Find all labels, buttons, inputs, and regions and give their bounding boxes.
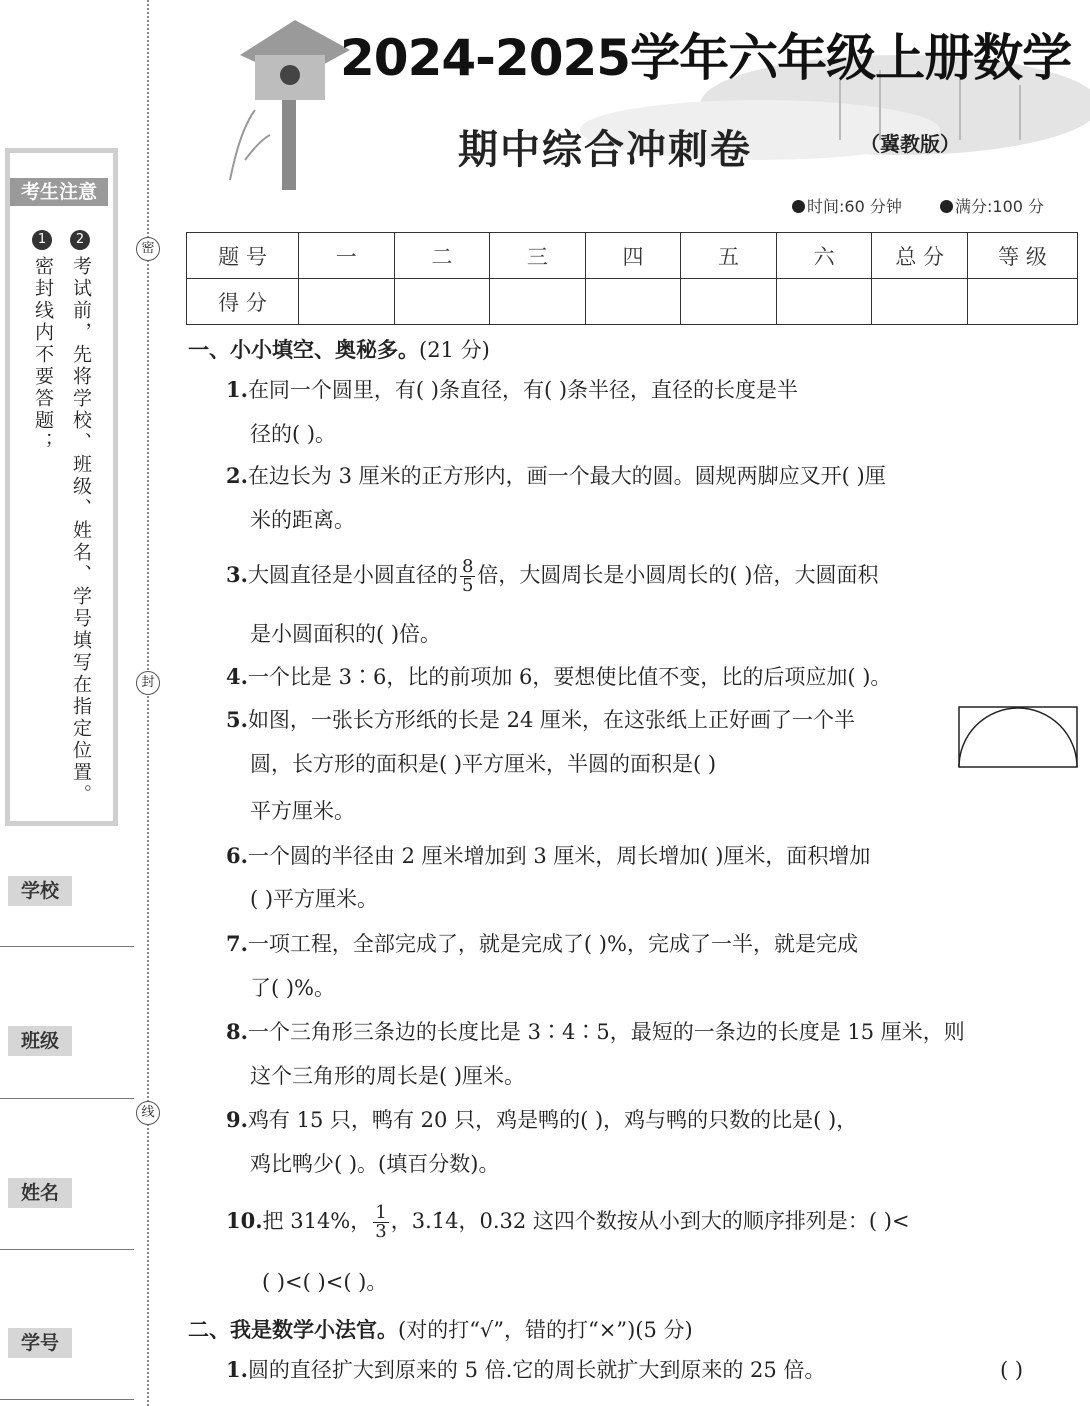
question-number: 8.: [226, 1019, 248, 1044]
seal-char-xian: 线: [136, 1101, 160, 1125]
question-number: 1.: [226, 1357, 248, 1382]
question-number: 7.: [226, 931, 248, 956]
table-cell: 三: [490, 233, 586, 279]
notice-box: [5, 148, 118, 826]
notice-title: 考生注意: [10, 178, 108, 206]
score-table: [186, 232, 1078, 325]
table-row: [187, 233, 1078, 279]
question-6-cont: ( )平方厘米。: [250, 887, 379, 911]
question-text: 一个比是 3∶6，比的前项加 6，要想使比值不变，比的后项应加( )。: [247, 665, 892, 689]
score-cell[interactable]: [872, 279, 968, 325]
section-title-text: 二、我是数学小法官。: [188, 1317, 398, 1342]
question-number: 5.: [226, 707, 248, 732]
fraction: [373, 1204, 388, 1241]
score-cell[interactable]: [490, 279, 586, 325]
name-field[interactable]: [0, 1249, 134, 1250]
table-row: [187, 279, 1078, 325]
question-text: 鸡有 15 只，鸭有 20 只，鸡是鸭的( )，鸡与鸭的只数的比是( )，: [247, 1108, 858, 1132]
question-7-cont: 了( )%。: [250, 976, 336, 1000]
question-3: [226, 552, 878, 598]
denominator: 3: [375, 1221, 387, 1242]
notice-item-2: [70, 228, 92, 816]
question-text: 一个三角形三条边的长度比是 3∶4∶5，最短的一条边的长度是 15 厘米，则: [247, 1020, 965, 1044]
question-1: [226, 376, 798, 404]
table-cell: 总 分: [872, 233, 968, 279]
question-2: [226, 462, 886, 490]
notice-item-1: [32, 228, 54, 454]
table-cell: 得 分: [187, 279, 299, 325]
clock-icon: [792, 200, 805, 213]
question-text: 倍，大圆周长是小圆周长的( )倍，大圆面积: [477, 563, 879, 587]
question-8: [226, 1018, 965, 1046]
section-1-title: [188, 334, 490, 364]
question-text: ，3.1̇4̇，0.32 这四个数按从小到大的顺序排列是：( )<: [390, 1209, 910, 1233]
time-text: 时间:60 分钟: [807, 197, 902, 216]
question-8-cont: 这个三角形的周长是( )厘米。: [250, 1064, 526, 1088]
table-cell: 题 号: [187, 233, 299, 279]
section-rule: (对的打“√”，错的打“×”)(5 分): [398, 1318, 693, 1342]
score-cell[interactable]: [585, 279, 681, 325]
table-cell: 四: [585, 233, 681, 279]
question-10: [226, 1198, 910, 1244]
question-number: 10.: [226, 1208, 263, 1233]
question-number: 6.: [226, 843, 248, 868]
score-info: [940, 194, 1044, 217]
question-number: 4.: [226, 664, 248, 689]
student-id-label: 学号: [8, 1328, 72, 1358]
page-title: 2024-2025学年六年级上册数学: [340, 29, 1072, 87]
question-6: [226, 842, 870, 870]
question-9-cont: 鸡比鸭少( )。(填百分数)。: [250, 1152, 500, 1176]
question-text: 大圆直径是小圆直径的: [247, 563, 458, 587]
score-cell[interactable]: [968, 279, 1078, 325]
question-text: 把 314%，: [262, 1209, 372, 1233]
question-text: 一项工程，全部完成了，就是完成了( )%，完成了一半，就是完成: [247, 932, 858, 956]
question-text: 在同一个圆里，有( )条直径，有( )条半径，直径的长度是半: [247, 378, 799, 402]
numerator: 1: [375, 1202, 387, 1223]
question-2-cont: 米的距离。: [250, 508, 355, 532]
seal-char-feng: 封: [136, 671, 160, 695]
time-info: [792, 194, 902, 217]
question-9: [226, 1106, 857, 1134]
number-2-icon: 2: [70, 230, 90, 250]
question-3-cont: 是小圆面积的( )倍。: [250, 622, 442, 646]
table-cell: 六: [776, 233, 872, 279]
section-2-title: [188, 1314, 693, 1344]
number-1-icon: 1: [32, 230, 52, 250]
question-number: 2.: [226, 463, 248, 488]
seal-char-mi: 密: [136, 237, 160, 261]
question-number: 1.: [226, 377, 248, 402]
question-5-cont: 圆，长方形的面积是( )平方厘米，半圆的面积是( ): [250, 752, 717, 776]
name-label: 姓名: [8, 1178, 72, 1208]
question-number: 9.: [226, 1107, 248, 1132]
question-text: 一个圆的半径由 2 厘米增加到 3 厘米，周长增加( )厘米，面积增加: [247, 844, 871, 868]
score-cell[interactable]: [776, 279, 872, 325]
notice-item-text: 密封线内不要答题；: [32, 256, 54, 454]
school-label: 学校: [8, 876, 72, 906]
numerator: 8: [461, 556, 474, 577]
answer-bracket[interactable]: ( ): [1000, 1358, 1024, 1382]
table-cell: 五: [681, 233, 777, 279]
question-number: 3.: [226, 562, 248, 587]
student-id-field[interactable]: [0, 1399, 134, 1400]
fraction: [460, 558, 475, 595]
score-cell[interactable]: [394, 279, 490, 325]
question-7: [226, 930, 858, 958]
table-cell: 二: [394, 233, 490, 279]
question-10-cont: ( )<( )<( )。: [262, 1270, 388, 1294]
semicircle-figure: [958, 706, 1078, 768]
table-cell: 一: [299, 233, 395, 279]
question-5-cont: 平方厘米。: [250, 799, 355, 823]
school-field[interactable]: [0, 946, 134, 947]
birdhouse-icon: [230, 20, 350, 190]
section-title-text: 一、小小填空、奥秘多。: [188, 337, 419, 362]
class-label: 班级: [8, 1026, 72, 1056]
class-field[interactable]: [0, 1098, 134, 1099]
seal-line: [147, 0, 149, 1406]
question-text: 如图，一张长方形纸的长是 24 厘米，在这张纸上正好画了一个半: [247, 708, 856, 732]
question-5: [226, 706, 855, 734]
notice-item-text: 考试前，先将学校、班级、姓名、学号填写在指定位置。: [70, 256, 92, 806]
full-score-text: 满分:100 分: [955, 197, 1045, 216]
question-1-cont: 径的( )。: [250, 422, 337, 446]
judge-question-1: [226, 1356, 825, 1384]
table-cell: 等 级: [968, 233, 1078, 279]
denominator: 5: [461, 575, 474, 596]
question-text: 在边长为 3 厘米的正方形内，画一个最大的圆。圆规两脚应叉开( )厘: [247, 464, 886, 488]
edition-label: （冀教版）: [860, 132, 960, 156]
page-subtitle: 期中综合冲刺卷: [458, 126, 752, 173]
question-text: 圆的直径扩大到原来的 5 倍.它的周长就扩大到原来的 25 倍。: [247, 1358, 826, 1382]
section-points: (21 分): [419, 338, 490, 362]
question-4: [226, 663, 891, 691]
check-icon: [940, 200, 953, 213]
score-cell[interactable]: [299, 279, 395, 325]
score-cell[interactable]: [681, 279, 777, 325]
